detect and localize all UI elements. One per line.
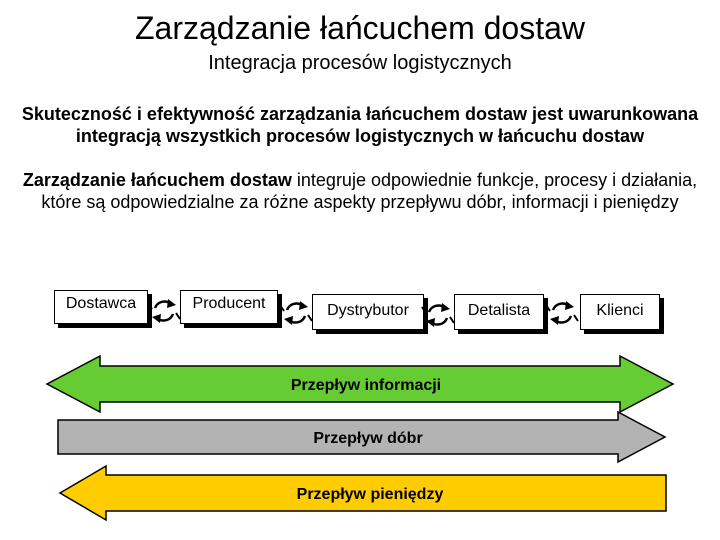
money-flow-label: Przepływ pieniędzy (296, 486, 444, 503)
slide-title: Zarządzanie łańcuchem dostaw (134, 10, 585, 46)
chain-label-klienci: Klienci (596, 302, 644, 319)
information-flow-label: Przepływ informacji (290, 377, 442, 394)
paragraph-scm-rest: integruje odpowiednie funkcje, procesy i działania, które są odpowiedzialne za różne aspekty przepływu dóbr, informacji i pieniędzy (41, 170, 698, 212)
goods-flow-label: Przepływ dóbr (313, 430, 423, 447)
cycle-arrows-icon (422, 303, 454, 327)
slide-subtitle: Integracja procesów logistycznych (208, 52, 512, 74)
chain-label-producent: Producent (192, 295, 266, 312)
paragraph-scm-term: Zarządzanie łańcuchem dostaw (22, 170, 292, 190)
cycle-arrows-icon (148, 299, 180, 323)
cycle-arrows-icon (546, 301, 578, 325)
chain-label-detalista: Detalista (467, 302, 531, 319)
cycle-arrows-icon (280, 301, 312, 325)
chain-label-dostawca: Dostawca (65, 295, 137, 312)
chain-label-dystrybutor: Dystrybutor (327, 302, 409, 319)
paragraph-integration: Skuteczność i efektywność zarządzania łańcuchem dostaw jest uwarunkowana integracją wszystkich procesów logistycznych w łańcuchu dostaw (21, 104, 699, 146)
